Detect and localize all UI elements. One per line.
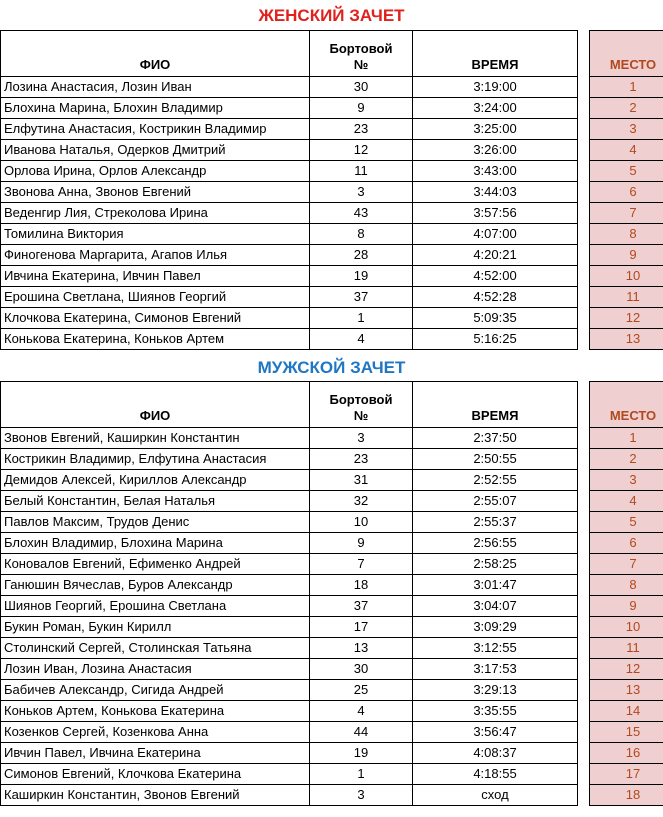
men-results-table [0, 381, 663, 806]
cell-gap [578, 491, 590, 512]
cell-number: 4 [310, 701, 413, 722]
table-row [1, 785, 663, 806]
cell-name: Иванова Наталья, Одерков Дмитрий [1, 140, 310, 161]
cell-gap [578, 722, 590, 743]
cell-name: Ерошина Светлана, Шиянов Георгий [1, 287, 310, 308]
cell-place: 1 [590, 77, 663, 98]
header-number-line2: № [353, 57, 369, 72]
cell-number: 19 [310, 266, 413, 287]
cell-place: 2 [590, 449, 663, 470]
cell-number: 23 [310, 449, 413, 470]
table-row [1, 119, 663, 140]
cell-number: 37 [310, 596, 413, 617]
cell-gap [578, 638, 590, 659]
cell-name: Клочкова Екатерина, Симонов Евгений [1, 308, 310, 329]
cell-time: 4:52:00 [413, 266, 578, 287]
table-row [1, 491, 663, 512]
cell-name: Букин Роман, Букин Кирилл [1, 617, 310, 638]
cell-gap [578, 512, 590, 533]
cell-time: 2:56:55 [413, 533, 578, 554]
cell-time: 2:37:50 [413, 428, 578, 449]
cell-number: 23 [310, 119, 413, 140]
cell-name: Павлов Максим, Трудов Денис [1, 512, 310, 533]
cell-time: 3:26:00 [413, 140, 578, 161]
cell-place: 9 [590, 596, 663, 617]
cell-name: Лозин Иван, Лозина Анастасия [1, 659, 310, 680]
table-row [1, 533, 663, 554]
men-section-title: МУЖСКОЙ ЗАЧЕТ [257, 358, 406, 377]
cell-gap [578, 77, 590, 98]
table-row [1, 140, 663, 161]
cell-place: 4 [590, 140, 663, 161]
cell-number: 3 [310, 428, 413, 449]
header-number-line1: Бортовой [329, 41, 393, 56]
cell-name: Каширкин Константин, Звонов Евгений [1, 785, 310, 806]
cell-time: 2:52:55 [413, 470, 578, 491]
cell-place: 13 [590, 329, 663, 350]
cell-number: 3 [310, 182, 413, 203]
table-row [1, 308, 663, 329]
cell-place: 5 [590, 512, 663, 533]
cell-number: 25 [310, 680, 413, 701]
table-row [1, 659, 663, 680]
cell-name: Бабичев Александр, Сигида Андрей [1, 680, 310, 701]
table-row [1, 617, 663, 638]
cell-gap [578, 428, 590, 449]
cell-place: 12 [590, 659, 663, 680]
table-row [1, 449, 663, 470]
cell-place: 3 [590, 470, 663, 491]
cell-gap [578, 659, 590, 680]
cell-gap [578, 266, 590, 287]
table-row [1, 266, 663, 287]
table-row [1, 743, 663, 764]
cell-number: 43 [310, 203, 413, 224]
cell-gap [578, 224, 590, 245]
cell-place: 6 [590, 182, 663, 203]
cell-time: 2:50:55 [413, 449, 578, 470]
cell-time: 2:55:07 [413, 491, 578, 512]
cell-time: 3:24:00 [413, 98, 578, 119]
cell-time: 2:58:25 [413, 554, 578, 575]
women-results-table [0, 30, 663, 350]
cell-place: 16 [590, 743, 663, 764]
cell-name: Томилина Виктория [1, 224, 310, 245]
cell-number: 13 [310, 638, 413, 659]
cell-gap [578, 764, 590, 785]
cell-gap [578, 203, 590, 224]
table-row [1, 575, 663, 596]
table-row [1, 77, 663, 98]
cell-place: 4 [590, 491, 663, 512]
cell-place: 2 [590, 98, 663, 119]
header-gap [578, 382, 590, 428]
cell-place: 5 [590, 161, 663, 182]
cell-gap [578, 701, 590, 722]
cell-name: Белый Константин, Белая Наталья [1, 491, 310, 512]
cell-place: 15 [590, 722, 663, 743]
cell-number: 3 [310, 785, 413, 806]
cell-name: Веденгир Лия, Стреколова Ирина [1, 203, 310, 224]
cell-number: 10 [310, 512, 413, 533]
cell-gap [578, 617, 590, 638]
cell-number: 17 [310, 617, 413, 638]
cell-place: 12 [590, 308, 663, 329]
table-row [1, 512, 663, 533]
cell-time: 4:52:28 [413, 287, 578, 308]
cell-gap [578, 743, 590, 764]
cell-name: Ивчин Павел, Ивчина Екатерина [1, 743, 310, 764]
cell-number: 44 [310, 722, 413, 743]
cell-place: 11 [590, 287, 663, 308]
table-row [1, 98, 663, 119]
table-row [1, 161, 663, 182]
cell-gap [578, 119, 590, 140]
cell-place: 10 [590, 617, 663, 638]
cell-place: 18 [590, 785, 663, 806]
cell-name: Лозина Анастасия, Лозин Иван [1, 77, 310, 98]
cell-name: Коньков Артем, Конькова Екатерина [1, 701, 310, 722]
cell-name: Козенков Сергей, Козенкова Анна [1, 722, 310, 743]
table-header-row [1, 31, 663, 77]
cell-time: 4:07:00 [413, 224, 578, 245]
cell-name: Шиянов Георгий, Ерошина Светлана [1, 596, 310, 617]
women-section-title: ЖЕНСКИЙ ЗАЧЕТ [258, 6, 405, 25]
cell-place: 9 [590, 245, 663, 266]
cell-time: 3:12:55 [413, 638, 578, 659]
cell-time: 3:44:03 [413, 182, 578, 203]
cell-time: 3:43:00 [413, 161, 578, 182]
header-place: МЕСТО [590, 382, 663, 428]
cell-time: 3:17:53 [413, 659, 578, 680]
cell-name: Кострикин Владимир, Елфутина Анастасия [1, 449, 310, 470]
table-row [1, 764, 663, 785]
cell-name: Конькова Екатерина, Коньков Артем [1, 329, 310, 350]
cell-place: 13 [590, 680, 663, 701]
cell-number: 18 [310, 575, 413, 596]
table-header-row [1, 382, 663, 428]
table-row [1, 680, 663, 701]
cell-gap [578, 680, 590, 701]
header-time: ВРЕМЯ [413, 382, 578, 428]
cell-time: сход [413, 785, 578, 806]
header-place: МЕСТО [590, 31, 663, 77]
cell-gap [578, 449, 590, 470]
table-row [1, 287, 663, 308]
cell-number: 1 [310, 308, 413, 329]
header-time: ВРЕМЯ [413, 31, 578, 77]
table-row [1, 224, 663, 245]
cell-place: 6 [590, 533, 663, 554]
cell-number: 37 [310, 287, 413, 308]
table-row [1, 428, 663, 449]
cell-time: 5:16:25 [413, 329, 578, 350]
cell-place: 10 [590, 266, 663, 287]
header-name: ФИО [1, 31, 310, 77]
cell-number: 8 [310, 224, 413, 245]
cell-gap [578, 308, 590, 329]
cell-name: Орлова Ирина, Орлов Александр [1, 161, 310, 182]
cell-name: Ивчина Екатерина, Ивчин Павел [1, 266, 310, 287]
cell-name: Звонова Анна, Звонов Евгений [1, 182, 310, 203]
cell-number: 31 [310, 470, 413, 491]
cell-gap [578, 554, 590, 575]
cell-time: 3:09:29 [413, 617, 578, 638]
cell-place: 11 [590, 638, 663, 659]
cell-time: 4:20:21 [413, 245, 578, 266]
men-table-body [1, 428, 663, 806]
cell-number: 30 [310, 659, 413, 680]
table-row [1, 596, 663, 617]
cell-gap [578, 575, 590, 596]
cell-name: Коновалов Евгений, Ефименко Андрей [1, 554, 310, 575]
cell-gap [578, 470, 590, 491]
cell-gap [578, 287, 590, 308]
cell-place: 7 [590, 203, 663, 224]
cell-name: Столинский Сергей, Столинская Татьяна [1, 638, 310, 659]
cell-number: 1 [310, 764, 413, 785]
cell-gap [578, 182, 590, 203]
cell-time: 3:57:56 [413, 203, 578, 224]
header-number-line1: Бортовой [329, 392, 393, 407]
cell-gap [578, 785, 590, 806]
cell-number: 9 [310, 533, 413, 554]
header-number-line2: № [353, 408, 369, 423]
cell-number: 11 [310, 161, 413, 182]
cell-time: 3:29:13 [413, 680, 578, 701]
cell-number: 7 [310, 554, 413, 575]
cell-place: 1 [590, 428, 663, 449]
cell-name: Блохин Владимир, Блохина Марина [1, 533, 310, 554]
cell-name: Звонов Евгений, Каширкин Константин [1, 428, 310, 449]
header-number [310, 31, 413, 77]
cell-name: Ганюшин Вячеслав, Буров Александр [1, 575, 310, 596]
table-row [1, 182, 663, 203]
cell-time: 2:55:37 [413, 512, 578, 533]
cell-number: 12 [310, 140, 413, 161]
table-row [1, 470, 663, 491]
women-table-body [1, 77, 663, 350]
cell-place: 7 [590, 554, 663, 575]
cell-gap [578, 98, 590, 119]
table-row [1, 638, 663, 659]
cell-number: 4 [310, 329, 413, 350]
cell-time: 5:09:35 [413, 308, 578, 329]
header-gap [578, 31, 590, 77]
table-row [1, 245, 663, 266]
cell-place: 8 [590, 575, 663, 596]
cell-gap [578, 329, 590, 350]
cell-name: Симонов Евгений, Клочкова Екатерина [1, 764, 310, 785]
cell-name: Елфутина Анастасия, Кострикин Владимир [1, 119, 310, 140]
cell-time: 3:56:47 [413, 722, 578, 743]
table-row [1, 203, 663, 224]
cell-time: 3:35:55 [413, 701, 578, 722]
cell-gap [578, 161, 590, 182]
cell-gap [578, 596, 590, 617]
cell-number: 32 [310, 491, 413, 512]
cell-place: 8 [590, 224, 663, 245]
cell-time: 4:08:37 [413, 743, 578, 764]
table-row [1, 722, 663, 743]
cell-place: 17 [590, 764, 663, 785]
cell-number: 19 [310, 743, 413, 764]
table-row [1, 554, 663, 575]
cell-place: 14 [590, 701, 663, 722]
table-row [1, 701, 663, 722]
cell-number: 28 [310, 245, 413, 266]
cell-gap [578, 245, 590, 266]
cell-gap [578, 533, 590, 554]
cell-number: 9 [310, 98, 413, 119]
header-name: ФИО [1, 382, 310, 428]
cell-time: 3:19:00 [413, 77, 578, 98]
cell-number: 30 [310, 77, 413, 98]
cell-name: Блохина Марина, Блохин Владимир [1, 98, 310, 119]
cell-gap [578, 140, 590, 161]
cell-name: Финогенова Маргарита, Агапов Илья [1, 245, 310, 266]
table-row [1, 329, 663, 350]
cell-place: 3 [590, 119, 663, 140]
cell-time: 3:25:00 [413, 119, 578, 140]
cell-time: 3:04:07 [413, 596, 578, 617]
cell-time: 3:01:47 [413, 575, 578, 596]
header-number [310, 382, 413, 428]
cell-name: Демидов Алексей, Кириллов Александр [1, 470, 310, 491]
cell-time: 4:18:55 [413, 764, 578, 785]
